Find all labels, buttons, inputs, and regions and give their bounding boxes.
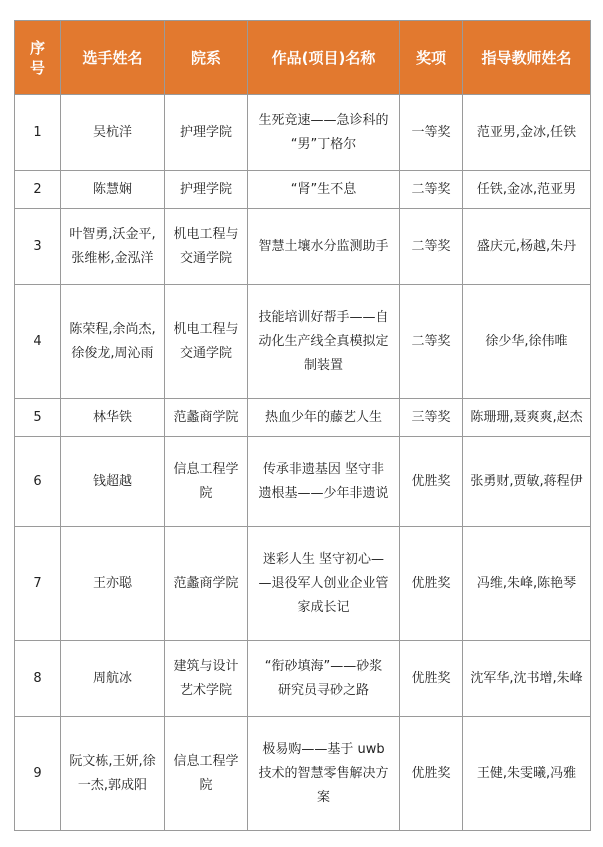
- header-award: 奖项: [400, 21, 463, 95]
- cell-work: “衔砂填海”——砂浆 研究员寻砂之路: [248, 641, 400, 717]
- table-row: [15, 437, 591, 527]
- cell-award: 二等奖: [400, 209, 463, 285]
- cell-work: 传承非遗基因 坚守非 遗根基——少年非遗说: [248, 437, 400, 527]
- table-row: [15, 527, 591, 641]
- cell-index: 4: [15, 285, 61, 399]
- cell-teachers: 盛庆元,杨越,朱丹: [463, 209, 591, 285]
- table-row: [15, 171, 591, 209]
- header-index-text: 序号: [29, 38, 45, 77]
- table-row: [15, 209, 591, 285]
- cell-teachers: 徐少华,徐伟唯: [463, 285, 591, 399]
- cell-award: 优胜奖: [400, 717, 463, 831]
- cell-index: 9: [15, 717, 61, 831]
- cell-index: 5: [15, 399, 61, 437]
- cell-college: 机电工程与 交通学院: [165, 209, 248, 285]
- table-row: [15, 399, 591, 437]
- cell-work: 生死竞速——急诊科的 “男”丁格尔: [248, 95, 400, 171]
- table-row: [15, 285, 591, 399]
- cell-index: 8: [15, 641, 61, 717]
- cell-award: 优胜奖: [400, 437, 463, 527]
- cell-college: 机电工程与 交通学院: [165, 285, 248, 399]
- cell-teachers: 沈军华,沈书增,朱峰: [463, 641, 591, 717]
- cell-college: 护理学院: [165, 95, 248, 171]
- cell-work: 极易购——基于 uwb 技术的智慧零售解决方 案: [248, 717, 400, 831]
- cell-name: 阮文栋,王妍,徐 一杰,郭成阳: [61, 717, 165, 831]
- awards-table-container: [14, 20, 590, 831]
- cell-name: 钱超越: [61, 437, 165, 527]
- cell-college: 范蠡商学院: [165, 399, 248, 437]
- cell-index: 3: [15, 209, 61, 285]
- awards-table: [14, 20, 591, 831]
- header-index: [15, 21, 61, 95]
- cell-college: 信息工程学 院: [165, 437, 248, 527]
- cell-name: 王亦聪: [61, 527, 165, 641]
- cell-name: 吴杭洋: [61, 95, 165, 171]
- cell-teachers: 王健,朱雯曦,冯雅: [463, 717, 591, 831]
- cell-award: 二等奖: [400, 285, 463, 399]
- cell-college: 信息工程学 院: [165, 717, 248, 831]
- header-teachers: 指导教师姓名: [463, 21, 591, 95]
- cell-name: 陈慧娴: [61, 171, 165, 209]
- cell-name: 陈荣程,余尚杰, 徐俊龙,周沁雨: [61, 285, 165, 399]
- cell-work: 热血少年的藤艺人生: [248, 399, 400, 437]
- table-row: [15, 95, 591, 171]
- cell-index: 6: [15, 437, 61, 527]
- cell-teachers: 陈珊珊,聂爽爽,赵杰: [463, 399, 591, 437]
- cell-award: 一等奖: [400, 95, 463, 171]
- cell-name: 周航冰: [61, 641, 165, 717]
- cell-award: 二等奖: [400, 171, 463, 209]
- cell-college: 范蠡商学院: [165, 527, 248, 641]
- cell-work: 智慧土壤水分监测助手: [248, 209, 400, 285]
- table-row: [15, 641, 591, 717]
- cell-index: 7: [15, 527, 61, 641]
- cell-award: 三等奖: [400, 399, 463, 437]
- cell-index: 2: [15, 171, 61, 209]
- cell-index: 1: [15, 95, 61, 171]
- cell-name: 林华铁: [61, 399, 165, 437]
- cell-award: 优胜奖: [400, 527, 463, 641]
- cell-teachers: 冯维,朱峰,陈艳琴: [463, 527, 591, 641]
- header-name: 选手姓名: [61, 21, 165, 95]
- header-college: 院系: [165, 21, 248, 95]
- cell-work: 技能培训好帮手——自 动化生产线全真模拟定 制装置: [248, 285, 400, 399]
- cell-college: 护理学院: [165, 171, 248, 209]
- cell-college: 建筑与设计 艺术学院: [165, 641, 248, 717]
- header-row: [15, 21, 591, 95]
- cell-name: 叶智勇,沃金平, 张维彬,金泓洋: [61, 209, 165, 285]
- cell-teachers: 任铁,金冰,范亚男: [463, 171, 591, 209]
- cell-work: “肾”生不息: [248, 171, 400, 209]
- cell-work: 迷彩人生 坚守初心— —退役军人创业企业管 家成长记: [248, 527, 400, 641]
- cell-award: 优胜奖: [400, 641, 463, 717]
- table-row: [15, 717, 591, 831]
- cell-teachers: 范亚男,金冰,任铁: [463, 95, 591, 171]
- header-work: 作品(项目)名称: [248, 21, 400, 95]
- cell-teachers: 张勇财,贾敏,蒋程伊: [463, 437, 591, 527]
